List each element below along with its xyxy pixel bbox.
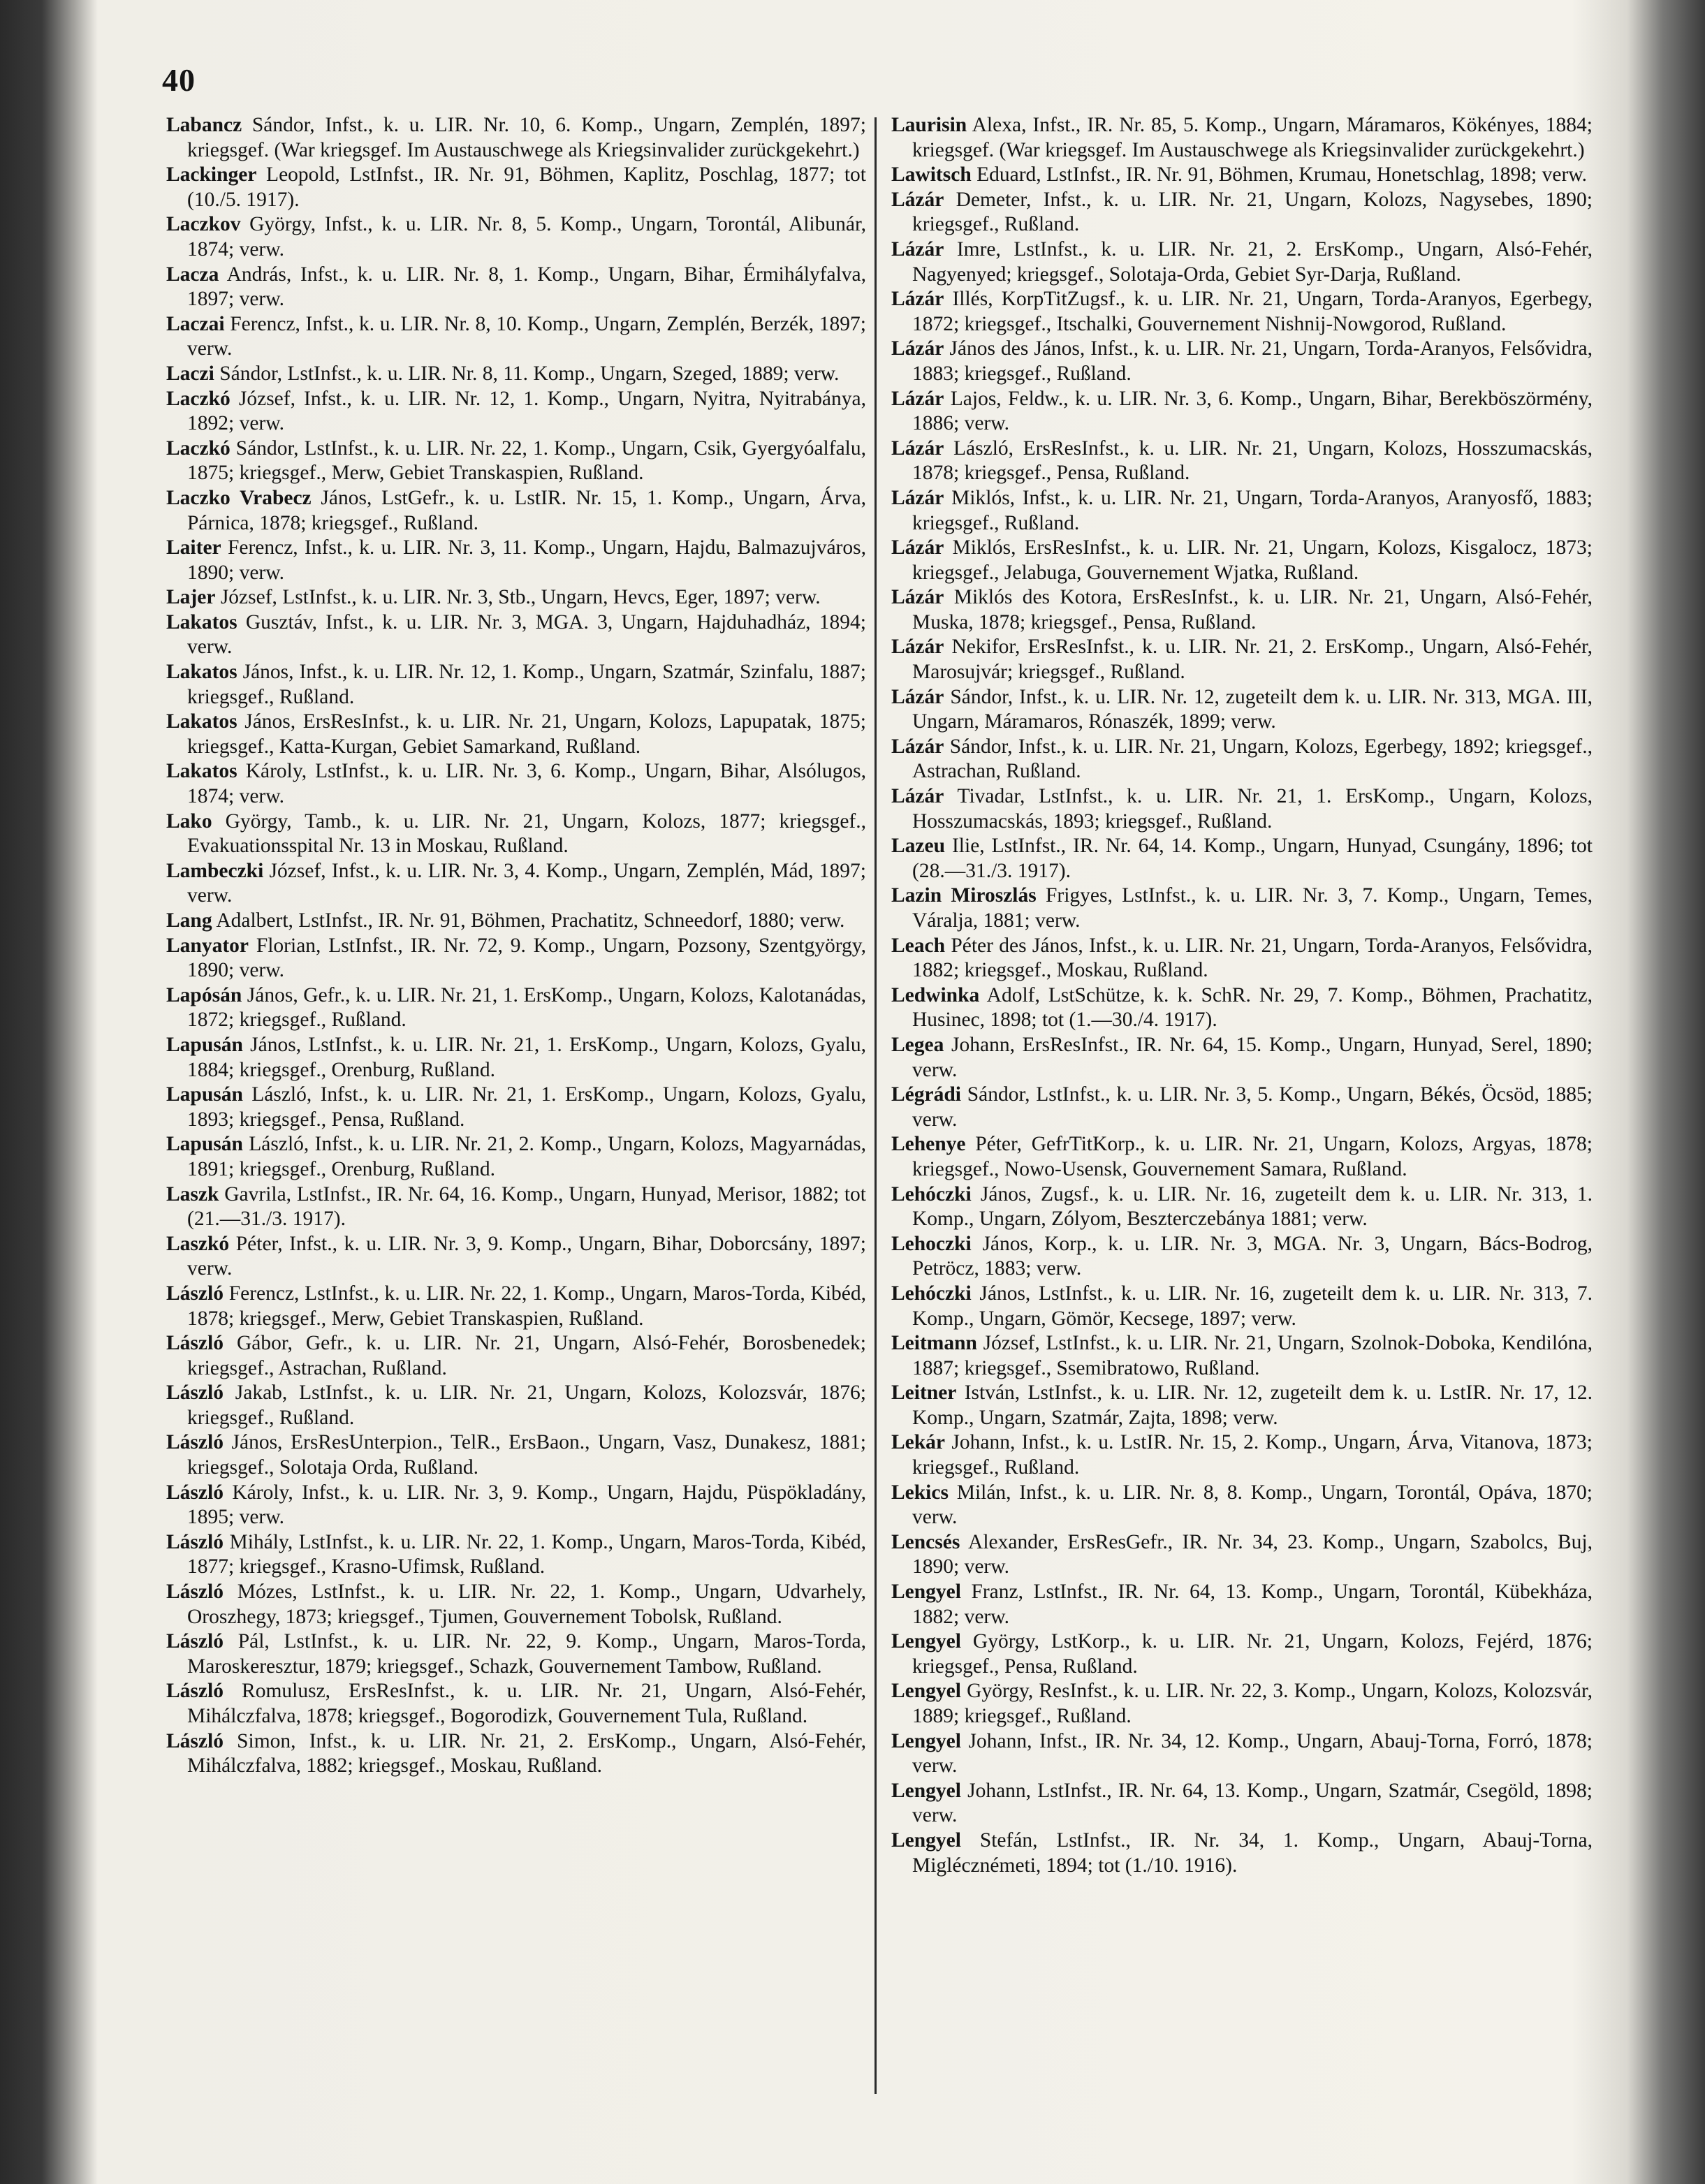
register-entry — [166, 1430, 866, 1480]
entry-surname: László — [166, 1382, 224, 1405]
register-entry — [166, 1232, 866, 1282]
entry-details: János, LstInfst., k. u. LIR. Nr. 16, zugeteilt dem k. u. LIR. Nr. 313, 7. Komp., Ungarn, Gömör, Kecsege, 1897; verw. — [912, 1282, 1593, 1330]
entry-details: János, Infst., k. u. LIR. Nr. 12, 1. Komp., Ungarn, Szatmár, Szinfalu, 1887; kriegsgef., Rußland. — [187, 661, 866, 708]
register-entry — [891, 486, 1593, 536]
entry-surname: Leitner — [891, 1382, 957, 1405]
register-entry — [166, 859, 866, 909]
entry-surname: Lázár — [891, 685, 944, 708]
entry-details: Alexander, ErsResGefr., IR. Nr. 34, 23. Komp., Ungarn, Szabolcs, Buj, 1890; verw. — [912, 1530, 1593, 1578]
entry-surname: László — [166, 1332, 224, 1355]
entry-surname: Lehóczki — [891, 1282, 972, 1305]
entry-details: János, Korp., k. u. LIR. Nr. 3, MGA. Nr. 3, Ungarn, Bács-Bodrog, Petröcz, 1883; verw. — [912, 1232, 1593, 1280]
entry-details: Mihály, LstInfst., k. u. LIR. Nr. 22, 1. Komp., Ungarn, Maros-Torda, Kibéd, 1877; kriegsgef., Krasno-Ufimsk, Rußland. — [187, 1530, 866, 1578]
entry-details: László, Infst., k. u. LIR. Nr. 21, 2. Komp., Ungarn, Kolozs, Magyarnádas, 1891; kriegsgef., Orenburg, Rußland. — [187, 1133, 866, 1180]
entry-details: Jakab, LstInfst., k. u. LIR. Nr. 21, Ungarn, Kolozs, Kolozsvár, 1876; kriegsgef., Rußland. — [187, 1382, 866, 1429]
entry-details: Illés, KorpTitZugsf., k. u. LIR. Nr. 21, Ungarn, Torda-Aranyos, Egerbegy, 1872; kriegsgef., Itschalki, Gouvernement Nishnij-Nowgorod, Rußland. — [912, 288, 1593, 335]
register-entry — [166, 809, 866, 859]
entry-surname: Lapósán — [166, 983, 242, 1006]
register-entry — [891, 884, 1593, 933]
entry-details: Ferencz, LstInfst., k. u. LIR. Nr. 22, 1. Komp., Ungarn, Maros-Torda, Kibéd, 1878; kriegsgef., Merw, Gebiet Transkaspien, Rußland. — [187, 1282, 866, 1330]
entry-details: Johann, Infst., k. u. LstIR. Nr. 15, 2. Komp., Ungarn, Árva, Vitanova, 1873; kriegsgef., Rußland. — [912, 1431, 1593, 1479]
register-entry — [891, 635, 1593, 684]
register-entry — [891, 1580, 1593, 1629]
register-entry — [166, 983, 866, 1033]
register-entry — [891, 1182, 1593, 1232]
entry-surname: Lázár — [891, 188, 944, 211]
entry-surname: Lázár — [891, 536, 944, 559]
register-entry — [891, 1629, 1593, 1679]
entry-surname: Lacza — [166, 263, 219, 286]
entry-details: György, LstKorp., k. u. LIR. Nr. 21, Ungarn, Kolozs, Fejérd, 1876; kriegsgef., Pensa, Rußland. — [912, 1630, 1593, 1678]
entry-surname: Lawitsch — [891, 163, 972, 186]
entry-surname: Lengyel — [891, 1680, 961, 1703]
register-entry — [166, 437, 866, 486]
entry-details: Miklós des Kotora, ErsResInfst., k. u. LIR. Nr. 21, Ungarn, Alsó-Fehér, Muska, 1878; kriegsgef., Pensa, Rußland. — [912, 586, 1593, 633]
register-entry — [166, 387, 866, 437]
register-entry — [166, 1729, 866, 1779]
entry-details: Sándor, LstInfst., k. u. LIR. Nr. 8, 11. Komp., Ungarn, Szeged, 1889; verw. — [214, 362, 840, 385]
entry-surname: Lázár — [891, 437, 944, 460]
entry-surname: Lehoczki — [891, 1232, 972, 1255]
register-entry — [891, 1679, 1593, 1729]
entry-details: József, Infst., k. u. LIR. Nr. 12, 1. Komp., Ungarn, Nyitra, Nyitrabánya, 1892; verw. — [187, 387, 866, 435]
entry-surname: Lazeu — [891, 835, 946, 858]
entry-surname: László — [166, 1282, 224, 1305]
entry-details: Imre, LstInfst., k. u. LIR. Nr. 21, 2. ErsKomp., Ungarn, Alsó-Fehér, Nagyenyed; kriegsgef., Solotaja-Orda, Gebiet Syr-Darja, Rußland. — [912, 237, 1593, 286]
entry-surname: Lázár — [891, 237, 944, 261]
register-entry — [891, 1232, 1593, 1282]
entry-details: János, ErsResUnterpion., TelR., ErsBaon., Ungarn, Vasz, Dunakesz, 1881; kriegsgef., Solotaja Orda, Rußland. — [187, 1431, 866, 1479]
register-entry — [166, 1331, 866, 1381]
entry-surname: Lakatos — [166, 661, 237, 684]
register-entry — [166, 1580, 866, 1629]
register-entry — [891, 1132, 1593, 1182]
entry-surname: Lencsés — [891, 1530, 960, 1553]
entry-surname: Lapusán — [166, 1133, 243, 1156]
register-entry — [166, 585, 866, 610]
entry-surname: Laczi — [166, 362, 214, 385]
entry-surname: Lázár — [891, 486, 944, 509]
entry-surname: Leitmann — [891, 1332, 977, 1355]
register-entry — [891, 1430, 1593, 1480]
entry-surname: Lapusán — [166, 1033, 243, 1056]
register-entry — [891, 237, 1593, 287]
register-entry — [166, 1381, 866, 1430]
entry-details: Johann, ErsResInfst., IR. Nr. 64, 15. Komp., Ungarn, Hunyad, Serel, 1890; verw. — [912, 1033, 1593, 1081]
entry-details: Demeter, Infst., k. u. LIR. Nr. 21, Ungarn, Kolozs, Nagysebes, 1890; kriegsgef., Rußland. — [912, 188, 1593, 236]
entry-details: Károly, Infst., k. u. LIR. Nr. 3, 9. Komp., Ungarn, Hajdu, Püspökladány, 1895; verw. — [187, 1481, 866, 1529]
register-entry — [891, 188, 1593, 237]
entry-surname: Lekár — [891, 1431, 946, 1454]
entry-surname: László — [166, 1530, 224, 1553]
register-entry — [891, 1033, 1593, 1083]
entry-details: Sándor, Infst., k. u. LIR. Nr. 21, Ungarn, Kolozs, Egerbegy, 1892; kriegsgef., Astrachan, Rußland. — [912, 735, 1593, 783]
entry-surname: Lengyel — [891, 1779, 961, 1802]
entry-details: László, ErsResInfst., k. u. LIR. Nr. 21, Ungarn, Kolozs, Hosszumacskás, 1878; kriegsgef., Pensa, Rußland. — [912, 437, 1593, 485]
register-entry — [166, 710, 866, 759]
register-entry — [891, 1083, 1593, 1132]
entry-details: János, Zugsf., k. u. LIR. Nr. 16, zugeteilt dem k. u. LIR. Nr. 313, 1. Komp., Ungarn, Zólyom, Beszterczebánya 1881; verw. — [912, 1182, 1593, 1231]
register-entry — [166, 660, 866, 710]
entry-surname: Lengyel — [891, 1729, 961, 1752]
entry-surname: László — [166, 1581, 224, 1604]
entry-details: Leopold, LstInfst., IR. Nr. 91, Böhmen, Kaplitz, Poschlag, 1877; tot (10./5. 1917). — [187, 163, 866, 211]
entry-surname: Laiter — [166, 536, 221, 559]
left-column — [166, 113, 866, 1779]
entry-surname: Laurisin — [891, 114, 967, 136]
register-entry — [891, 163, 1593, 188]
register-entry — [166, 1132, 866, 1182]
register-entry — [166, 1481, 866, 1530]
entry-surname: Laczko Vrabecz — [166, 486, 312, 509]
register-entry — [891, 784, 1593, 834]
register-entry — [166, 1083, 866, 1132]
register-entry — [166, 1282, 866, 1331]
register-entry — [891, 735, 1593, 784]
entry-surname: Lengyel — [891, 1630, 961, 1653]
entry-details: János, ErsResInfst., k. u. LIR. Nr. 21, Ungarn, Kolozs, Lapupatak, 1875; kriegsgef., Katta-Kurgan, Gebiet Samarkand, Rußland. — [187, 710, 866, 758]
entry-details: Johann, Infst., IR. Nr. 34, 12. Komp., Ungarn, Abauj-Torna, Forró, 1878; verw. — [912, 1729, 1593, 1778]
entry-details: Sándor, Infst., k. u. LIR. Nr. 12, zugeteilt dem k. u. LIR. Nr. 313, MGA. III, Ungarn, Máramaros, Rónaszék, 1899; verw. — [912, 685, 1593, 733]
entry-details: György, ResInfst., k. u. LIR. Nr. 22, 3. Komp., Ungarn, Kolozs, Kolozsvár, 1889; kriegsgef., Rußland. — [912, 1680, 1593, 1727]
register-entry — [166, 1182, 866, 1232]
register-entry — [166, 212, 866, 262]
register-entry — [166, 1679, 866, 1729]
register-entry — [166, 610, 866, 660]
register-entry — [891, 113, 1593, 163]
entry-surname: Lázár — [891, 636, 944, 659]
register-entry — [891, 685, 1593, 735]
entry-surname: Ledwinka — [891, 983, 980, 1006]
column-divider — [875, 117, 877, 2094]
entry-details: János des János, Infst., k. u. LIR. Nr. 21, Ungarn, Torda-Aranyos, Felsővidra, 1883; kriegsgef., Rußland. — [912, 337, 1593, 385]
entry-surname: Lazin Miroszlás — [891, 884, 1037, 907]
entry-details: Ferencz, Infst., k. u. LIR. Nr. 8, 10. Komp., Ungarn, Zemplén, Berzék, 1897; verw. — [187, 312, 866, 360]
entry-details: Péter, GefrTitKorp., k. u. LIR. Nr. 21, Ungarn, Kolozs, Argyas, 1878; kriegsgef., Nowo-Usensk, Gouvernement Samara, Rußland. — [912, 1133, 1593, 1180]
entry-surname: Lázár — [891, 387, 944, 410]
entry-details: Gábor, Gefr., k. u. LIR. Nr. 21, Ungarn, Alsó-Fehér, Borosbenedek; kriegsgef., Astrachan, Rußland. — [187, 1332, 866, 1379]
register-entry — [166, 909, 866, 934]
entry-details: Adalbert, LstInfst., IR. Nr. 91, Böhmen, Prachatitz, Schneedorf, 1880; verw. — [212, 909, 845, 932]
register-entry — [891, 1282, 1593, 1331]
entry-details: Ilie, LstInfst., IR. Nr. 64, 14. Komp., Ungarn, Hunyad, Csungány, 1896; tot (28.—31./3. 1917). — [912, 835, 1593, 882]
entry-surname: Lehóczki — [891, 1182, 972, 1205]
entry-details: József, LstInfst., k. u. LIR. Nr. 3, Stb., Ungarn, Hevcs, Eger, 1897; verw. — [215, 586, 821, 609]
register-entry — [891, 1729, 1593, 1779]
entry-surname: Lakatos — [166, 610, 237, 633]
register-entry — [166, 362, 866, 387]
entry-details: Péter des János, Infst., k. u. LIR. Nr. 21, Ungarn, Torda-Aranyos, Felsővidra, 1882; kriegsgef., Moskau, Rußland. — [912, 934, 1593, 982]
entry-surname: Lambeczki — [166, 859, 264, 882]
register-entry — [891, 387, 1593, 437]
entry-details: Miklós, ErsResInfst., k. u. LIR. Nr. 21, Ungarn, Kolozs, Kisgalocz, 1873; kriegsgef., Jelabuga, Gouvernement Wjatka, Rußland. — [912, 536, 1593, 584]
entry-surname: Lanyator — [166, 934, 249, 957]
entry-details: Lajos, Feldw., k. u. LIR. Nr. 3, 6. Komp., Ungarn, Bihar, Berekböszörmény, 1886; verw. — [912, 387, 1593, 435]
entry-surname: Laczkó — [166, 387, 230, 410]
register-entry — [166, 263, 866, 312]
entry-surname: Lakatos — [166, 710, 237, 733]
register-entry — [891, 287, 1593, 337]
entry-surname: Laczkó — [166, 437, 230, 460]
entry-surname: Lapusán — [166, 1083, 243, 1106]
entry-details: Gusztáv, Infst., k. u. LIR. Nr. 3, MGA. 3, Ungarn, Hajduhadház, 1894; verw. — [187, 610, 866, 659]
register-entry — [166, 312, 866, 362]
entry-surname: László — [166, 1729, 224, 1752]
entry-details: Sándor, Infst., k. u. LIR. Nr. 10, 6. Komp., Ungarn, Zemplén, 1897; kriegsgef. (War kriegsgef. Im Austauschwege als Kriegsinvalider zurückgekehrt.) — [187, 114, 866, 161]
entry-details: Eduard, LstInfst., IR. Nr. 91, Böhmen, Krumau, Honetschlag, 1898; verw. — [971, 163, 1588, 186]
entry-details: Simon, Infst., k. u. LIR. Nr. 21, 2. ErsKomp., Ungarn, Alsó-Fehér, Mihálczfalva, 1882; kriegsgef., Moskau, Rußland. — [187, 1729, 866, 1778]
register-entry — [891, 1530, 1593, 1580]
entry-surname: Leach — [891, 934, 946, 957]
entry-surname: László — [166, 1481, 224, 1504]
entry-surname: Lakatos — [166, 760, 237, 783]
register-entry — [891, 1779, 1593, 1828]
register-entry — [166, 1629, 866, 1679]
register-entry — [891, 1828, 1593, 1878]
entry-surname: Lang — [166, 909, 212, 932]
entry-surname: Lengyel — [891, 1581, 961, 1604]
entry-details: János, LstInfst., k. u. LIR. Nr. 21, 1. ErsKomp., Ungarn, Kolozs, Gyalu, 1884; kriegsgef., Orenburg, Rußland. — [187, 1033, 866, 1081]
entry-details: Péter, Infst., k. u. LIR. Nr. 3, 9. Komp., Ungarn, Bihar, Doborcsány, 1897; verw. — [187, 1232, 866, 1280]
register-entry — [166, 486, 866, 536]
entry-details: István, LstInfst., k. u. LIR. Nr. 12, zugeteilt dem k. u. LstIR. Nr. 17, 12. Komp., Ungarn, Szatmár, Zajta, 1898; verw. — [912, 1382, 1593, 1429]
entry-surname: Labancz — [166, 114, 242, 136]
entry-surname: Laszkó — [166, 1232, 230, 1255]
entry-details: András, Infst., k. u. LIR. Nr. 8, 1. Komp., Ungarn, Bihar, Érmihályfalva, 1897; verw. — [187, 263, 866, 311]
entry-details: Nekifor, ErsResInfst., k. u. LIR. Nr. 21, 2. ErsKomp., Ungarn, Alsó-Fehér, Marosujvár; kriegsgef., Rußland. — [912, 636, 1593, 684]
register-entry — [166, 113, 866, 163]
entry-details: György, Infst., k. u. LIR. Nr. 8, 5. Komp., Ungarn, Torontál, Alibunár, 1874; verw. — [187, 213, 866, 261]
register-entry — [891, 834, 1593, 884]
entry-details: Frigyes, LstInfst., k. u. LIR. Nr. 3, 7. Komp., Ungarn, Temes, Váralja, 1881; verw. — [912, 884, 1593, 932]
entry-details: Stefán, LstInfst., IR. Nr. 34, 1. Komp., Ungarn, Abauj-Torna, Miglécznémeti, 1894; tot (1./10. 1916). — [912, 1828, 1593, 1877]
entry-details: Gavrila, LstInfst., IR. Nr. 64, 16. Komp., Ungarn, Hunyad, Merisor, 1882; tot (21.—31./3. 1917). — [187, 1182, 866, 1231]
entry-details: Sándor, LstInfst., k. u. LIR. Nr. 3, 5. Komp., Ungarn, Békés, Öcsöd, 1885; verw. — [912, 1083, 1593, 1131]
register-entry — [891, 536, 1593, 585]
entry-details: Alexa, Infst., IR. Nr. 85, 5. Komp., Ungarn, Máramaros, Kökényes, 1884; kriegsgef. (War kriegsgef. Im Austauschwege als Kriegsinvalider zurückgekehrt.) — [912, 114, 1593, 161]
right-column — [891, 113, 1593, 1878]
entry-details: Mózes, LstInfst., k. u. LIR. Nr. 22, 1. Komp., Ungarn, Udvarhely, Oroszhegy, 1873; kriegsgef., Tjumen, Gouvernement Tobolsk, Rußland. — [187, 1581, 866, 1628]
register-entry — [891, 585, 1593, 635]
register-entry — [891, 437, 1593, 486]
entry-surname: László — [166, 1431, 224, 1454]
entry-surname: Lázár — [891, 586, 944, 609]
register-entry — [166, 536, 866, 585]
entry-surname: Laczai — [166, 312, 225, 335]
entry-details: József, Infst., k. u. LIR. Nr. 3, 4. Komp., Ungarn, Zemplén, Mád, 1897; verw. — [187, 859, 866, 907]
entry-surname: László — [166, 1630, 224, 1653]
entry-details: Florian, LstInfst., IR. Nr. 72, 9. Komp., Ungarn, Pozsony, Szentgyörgy, 1890; verw. — [187, 934, 866, 982]
register-entry — [891, 1381, 1593, 1430]
entry-surname: Laszk — [166, 1182, 219, 1205]
register-entry — [891, 1331, 1593, 1381]
entry-surname: Lackinger — [166, 163, 257, 186]
entry-details: György, Tamb., k. u. LIR. Nr. 21, Ungarn, Kolozs, 1877; kriegsgef., Evakuationsspital Nr. 13 in Moskau, Rußland. — [187, 809, 866, 858]
entry-details: János, Gefr., k. u. LIR. Nr. 21, 1. ErsKomp., Ungarn, Kolozs, Kalotanádas, 1872; kriegsgef., Rußland. — [187, 983, 866, 1032]
entry-surname: Laczkov — [166, 213, 241, 236]
entry-details: Ferencz, Infst., k. u. LIR. Nr. 3, 11. Komp., Ungarn, Hajdu, Balmazujváros, 1890; verw. — [187, 536, 866, 584]
entry-surname: Legea — [891, 1033, 944, 1056]
entry-surname: Lázár — [891, 785, 944, 808]
entry-details: Pál, LstInfst., k. u. LIR. Nr. 22, 9. Komp., Ungarn, Maros-Torda, Maroskeresztur, 1879; kriegsgef., Schazk, Gouvernement Tambow, Rußland. — [187, 1630, 866, 1678]
entry-surname: Lázár — [891, 735, 944, 758]
entry-details: Romulusz, ErsResInfst., k. u. LIR. Nr. 21, Ungarn, Alsó-Fehér, Mihálczfalva, 1878; kriegsgef., Bogorodizk, Gouvernement Tula, Rußland. — [187, 1680, 866, 1727]
entry-details: Milán, Infst., k. u. LIR. Nr. 8, 8. Komp., Ungarn, Torontál, Opáva, 1870; verw. — [912, 1481, 1593, 1529]
entry-details: Johann, LstInfst., IR. Nr. 64, 13. Komp., Ungarn, Szatmár, Csegöld, 1898; verw. — [912, 1779, 1593, 1827]
entry-surname: László — [166, 1680, 224, 1703]
entry-surname: Lajer — [166, 586, 216, 609]
entry-surname: Lako — [166, 809, 212, 833]
register-entry — [166, 759, 866, 809]
entry-details: Károly, LstInfst., k. u. LIR. Nr. 3, 6. Komp., Ungarn, Bihar, Alsólugos, 1874; verw. — [187, 760, 866, 808]
entry-details: László, Infst., k. u. LIR. Nr. 21, 1. ErsKomp., Ungarn, Kolozs, Gyalu, 1893; kriegsgef., Pensa, Rußland. — [187, 1083, 866, 1131]
entry-details: Miklós, Infst., k. u. LIR. Nr. 21, Ungarn, Torda-Aranyos, Aranyosfő, 1883; kriegsgef., Rußland. — [912, 486, 1593, 534]
entry-surname: Lehenye — [891, 1133, 966, 1156]
register-entry — [166, 1530, 866, 1580]
register-entry — [166, 934, 866, 983]
register-entry — [891, 337, 1593, 386]
page-number: 40 — [162, 62, 196, 98]
entry-details: Tivadar, LstInfst., k. u. LIR. Nr. 21, 1. ErsKomp., Ungarn, Kolozs, Hosszumacskás, 1893; kriegsgef., Rußland. — [912, 785, 1593, 833]
entry-surname: Lengyel — [891, 1828, 961, 1852]
register-entry — [891, 1481, 1593, 1530]
register-entry — [166, 163, 866, 212]
entry-surname: Lázár — [891, 337, 944, 360]
register-entry — [166, 1033, 866, 1083]
register-entry — [891, 983, 1593, 1033]
entry-details: József, LstInfst., k. u. LIR. Nr. 21, Ungarn, Szolnok-Doboka, Kendilóna, 1887; kriegsgef., Ssemibratowo, Rußland. — [912, 1332, 1593, 1379]
entry-details: Franz, LstInfst., IR. Nr. 64, 13. Komp., Ungarn, Torontál, Kübekháza, 1882; verw. — [912, 1581, 1593, 1628]
entry-details: János, LstGefr., k. u. LstIR. Nr. 15, 1. Komp., Ungarn, Árva, Párnica, 1878; kriegsgef., Rußland. — [187, 486, 866, 534]
entry-surname: Lázár — [891, 288, 944, 311]
entry-surname: Lekics — [891, 1481, 949, 1504]
entry-surname: Légrádi — [891, 1083, 961, 1106]
entry-details: Sándor, LstInfst., k. u. LIR. Nr. 22, 1. Komp., Ungarn, Csik, Gyergyóalfalu, 1875; kriegsgef., Merw, Gebiet Transkaspien, Rußland. — [187, 437, 866, 485]
entry-details: Adolf, LstSchütze, k. k. SchR. Nr. 29, 7. Komp., Böhmen, Prachatitz, Husinec, 1898; tot (1.—30./4. 1917). — [912, 983, 1593, 1032]
register-entry — [891, 934, 1593, 983]
